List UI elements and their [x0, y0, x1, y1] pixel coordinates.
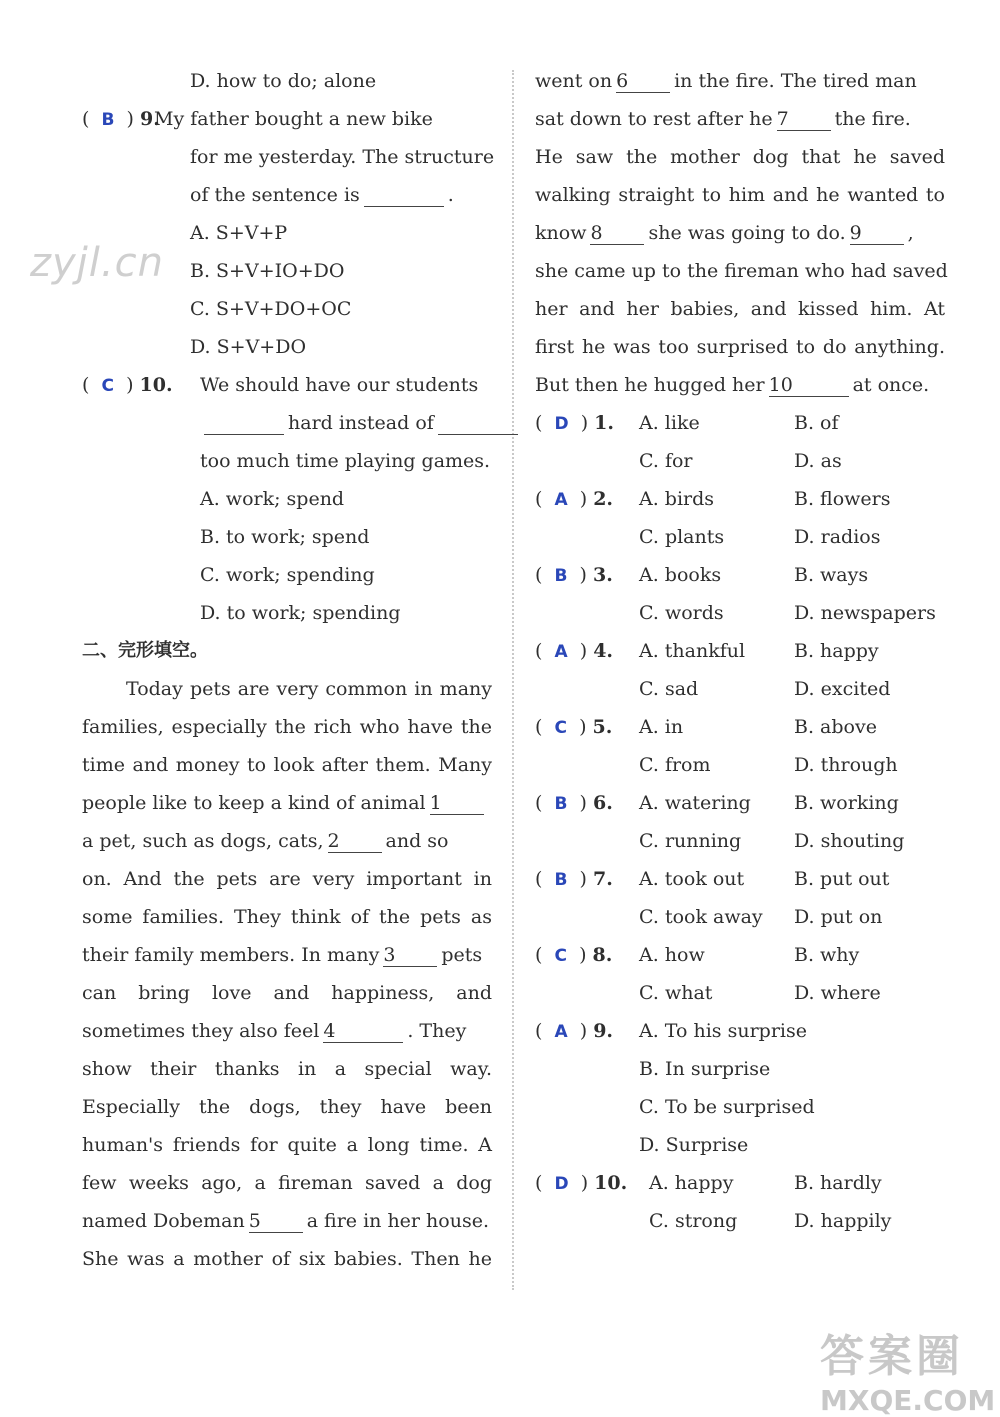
q7-option-a: A. took out	[639, 868, 745, 890]
blank-5: 5	[249, 1210, 303, 1233]
passage-tail-10: . They	[407, 1020, 467, 1042]
q8-number: 8.	[592, 944, 613, 966]
rpassage-text-1b: in the fire. The tired man	[674, 70, 917, 92]
q10-blank-1	[204, 412, 284, 435]
q7-options	[639, 860, 944, 936]
q8-options	[639, 936, 944, 1012]
cloze-q10	[535, 1164, 945, 1240]
q6-option-c: C. running	[639, 830, 742, 852]
watermark-zyjl: zyjl.cn	[30, 240, 164, 286]
q8-option-d: D. how to do; alone	[190, 70, 377, 92]
blank-7: 7	[777, 108, 831, 131]
passage-line-11: show their thanks in a special way.	[82, 1058, 492, 1080]
q6-number: 6.	[593, 792, 613, 814]
q10-option-c: C. work; spending	[200, 564, 375, 586]
q10-answer-paren: ( C ) 10.	[82, 374, 173, 396]
q8-option-c: C. what	[639, 982, 713, 1004]
cloze-q3	[535, 556, 945, 632]
q5-option-d: D. through	[794, 754, 898, 776]
q5-lead: ( C ) 5.	[535, 716, 613, 738]
q9-option-a: A. S+V+P	[190, 222, 288, 244]
rpassage-line-5	[535, 214, 945, 252]
blank-4: 4	[323, 1020, 403, 1043]
q2-option-c: C. plants	[639, 526, 725, 548]
passage-line-16: She was a mother of six babies. Then he	[82, 1248, 492, 1270]
q9-text-pre: of the sentence is	[190, 184, 360, 206]
rq10-option-c: C. strong	[649, 1210, 738, 1232]
rpassage-text-2b: the fire.	[834, 108, 911, 130]
passage-line-2: families, especially the rich who have the	[82, 716, 492, 738]
rq9-number: 9.	[593, 1020, 614, 1042]
section-title-cloze: 二、完形填空。	[82, 640, 208, 661]
rpassage-line-2	[535, 100, 945, 138]
blank-1: 1	[430, 792, 484, 815]
rq9-answer: A	[554, 1022, 568, 1042]
q3-number: 3.	[593, 564, 613, 586]
q2-options	[639, 480, 944, 556]
rpassage-text-5a: know	[535, 222, 587, 244]
q9-text: My father bought a new bike	[154, 108, 433, 130]
rq9-option-a: A. To his surprise	[639, 1020, 807, 1042]
blank-3: 3	[383, 944, 437, 967]
passage-line-4	[82, 784, 492, 822]
rpassage-text-9b: at once.	[852, 374, 930, 396]
q5-option-b: B. above	[794, 716, 877, 738]
q9-option-b: B. S+V+IO+DO	[190, 260, 345, 282]
rq9-lead: ( A ) 9.	[535, 1020, 614, 1042]
passage-text-5: a pet, such as dogs, cats,	[82, 830, 324, 852]
q9-option-d: D. S+V+DO	[190, 336, 307, 358]
watermark-mxqe-en: MXQE.COM	[820, 1384, 996, 1417]
watermark-mxqe-cn: 答案圈	[820, 1331, 964, 1382]
q8-answer: C	[554, 946, 567, 966]
cloze-q7	[535, 860, 945, 936]
rpassage-line-8: first he was too surprised to do anything.	[535, 336, 945, 358]
passage-line-10	[82, 1012, 492, 1050]
q8-option-b: B. why	[794, 944, 860, 966]
rpassage-line-7: her and her babies, and kissed him. At	[535, 298, 945, 320]
q8-option-d: D. where	[794, 982, 881, 1004]
q10-stem-line3: too much time playing games.	[200, 450, 491, 472]
passage-line-1: Today pets are very common in many	[126, 678, 492, 700]
rpassage-line-9	[535, 366, 945, 404]
passage-line-6: on. And the pets are very important in	[82, 868, 492, 890]
passage-tail-15: a fire in her house.	[306, 1210, 489, 1232]
q10-answer: C	[101, 376, 114, 396]
rq10-answer: D	[554, 1174, 569, 1194]
rpassage-line-1	[535, 62, 945, 100]
rq9-options	[639, 1012, 815, 1164]
passage-text-15: named Dobeman	[82, 1210, 245, 1232]
q7-lead: ( B ) 7.	[535, 868, 613, 890]
left-column	[82, 62, 495, 1278]
q9-answer: B	[101, 110, 115, 130]
q6-option-d: D. shouting	[794, 830, 905, 852]
q6-options	[639, 784, 944, 860]
blank-8: 8	[590, 222, 644, 245]
q8-option-a: A. how	[639, 944, 705, 966]
blank-2: 2	[328, 830, 382, 853]
rq9-option-c: C. To be surprised	[639, 1096, 815, 1118]
cloze-q9	[535, 1012, 945, 1164]
q9-stem-line3	[82, 176, 492, 214]
passage-text-10: sometimes they also feel	[82, 1020, 320, 1042]
q4-lead: ( A ) 4.	[535, 640, 614, 662]
passage-line-9: can bring love and happiness, and	[82, 982, 492, 1004]
q7-option-d: D. put on	[794, 906, 883, 928]
right-column	[535, 62, 948, 1240]
blank-10: 10	[769, 374, 849, 397]
q3-lead: ( B ) 3.	[535, 564, 613, 586]
q5-option-c: C. from	[639, 754, 711, 776]
q9-number: 9.	[140, 108, 160, 130]
q7-answer: B	[554, 870, 568, 890]
passage-line-14: few weeks ago, a fireman saved a dog	[82, 1172, 492, 1194]
q1-answer: D	[554, 414, 569, 434]
q10-text-mid: hard instead of	[288, 412, 434, 434]
q6-option-b: B. working	[794, 792, 899, 814]
rq10-option-b: B. hardly	[794, 1172, 882, 1194]
q1-lead: ( D ) 1.	[535, 412, 614, 434]
rq9-option-b: B. In surprise	[639, 1058, 771, 1080]
q3-option-b: B. ways	[794, 564, 869, 586]
q5-option-a: A. in	[639, 716, 684, 738]
q1-option-c: C. for	[639, 450, 693, 472]
q9-answer-paren: ( B ) 9.	[82, 108, 160, 130]
passage-line-5	[82, 822, 492, 860]
q10-stem-line2	[82, 404, 492, 442]
q2-lead: ( A ) 2.	[535, 488, 614, 510]
q4-option-d: D. excited	[794, 678, 891, 700]
rpassage-text-1a: went on	[535, 70, 613, 92]
q10-stem-line1	[82, 366, 492, 404]
passage-line-7: some families. They think of the pets as	[82, 906, 492, 928]
rpassage-text-5c: ,	[907, 222, 914, 244]
passage-line-13: human's friends for quite a long time. A	[82, 1134, 492, 1156]
rpassage-line-4: walking straight to him and he wanted to	[535, 184, 945, 206]
q9-text-post: .	[447, 184, 454, 206]
blank-6: 6	[616, 70, 670, 93]
q5-answer: C	[554, 718, 567, 738]
cloze-q8	[535, 936, 945, 1012]
q1-option-d: D. as	[794, 450, 842, 472]
cloze-q4	[535, 632, 945, 708]
q9-option-c: C. S+V+DO+OC	[190, 298, 352, 320]
passage-line-3: time and money to look after them. Many	[82, 754, 492, 776]
rq10-option-d: D. happily	[794, 1210, 892, 1232]
q10-blank-2	[438, 412, 518, 435]
q1-option-a: A. like	[639, 412, 700, 434]
rq10-options	[649, 1164, 944, 1240]
q3-options	[639, 556, 944, 632]
cloze-q1	[535, 404, 945, 480]
passage-line-12: Especially the dogs, they have been	[82, 1096, 492, 1118]
q9-stem-line2: for me yesterday. The structure	[190, 146, 495, 168]
q3-option-d: D. newspapers	[794, 602, 936, 624]
q10-option-b: B. to work; spend	[200, 526, 370, 548]
rq10-lead: ( D ) 10.	[535, 1172, 628, 1194]
cloze-q5	[535, 708, 945, 784]
q7-option-c: C. took away	[639, 906, 763, 928]
passage-tail-8: pets	[441, 944, 483, 966]
q10-number: 10.	[139, 374, 173, 396]
q1-number: 1.	[594, 412, 614, 434]
q3-answer: B	[554, 566, 568, 586]
blank-9: 9	[850, 222, 904, 245]
q9-stem-line1	[82, 100, 492, 138]
q2-option-d: D. radios	[794, 526, 881, 548]
q1-options	[639, 404, 944, 480]
q4-option-a: A. thankful	[639, 640, 746, 662]
q6-option-a: A. watering	[639, 792, 751, 814]
passage-line-15	[82, 1202, 492, 1240]
q9-blank	[364, 184, 444, 207]
q6-lead: ( B ) 6.	[535, 792, 613, 814]
watermark-mxqe	[820, 1320, 996, 1417]
q10-option-d: D. to work; spending	[200, 602, 401, 624]
q2-number: 2.	[593, 488, 614, 510]
q5-number: 5.	[592, 716, 613, 738]
q4-option-c: C. sad	[639, 678, 699, 700]
q4-option-b: B. happy	[794, 640, 879, 662]
q3-option-c: C. words	[639, 602, 724, 624]
q3-option-a: A. books	[639, 564, 722, 586]
rpassage-text-9a: But then he hugged her	[535, 374, 765, 396]
passage-text-4: people like to keep a kind of animal	[82, 792, 426, 814]
cloze-passage-right	[535, 62, 948, 404]
column-divider	[512, 70, 514, 1290]
rq9-option-d: D. Surprise	[639, 1134, 749, 1156]
rpassage-line-6: she came up to the fireman who had saved	[535, 260, 948, 282]
q7-option-b: B. put out	[794, 868, 890, 890]
q1-option-b: B. of	[794, 412, 839, 434]
q10-text: We should have our students	[200, 374, 479, 396]
passage-text-8: their family members. In many	[82, 944, 380, 966]
q5-options	[639, 708, 944, 784]
q6-answer: B	[554, 794, 568, 814]
passage-line-8	[82, 936, 492, 974]
cloze-passage-left	[82, 670, 492, 1278]
cloze-q2	[535, 480, 945, 556]
passage-tail-5: and so	[385, 830, 449, 852]
q2-option-a: A. birds	[639, 488, 715, 510]
rq10-option-a: A. happy	[649, 1172, 734, 1194]
q7-number: 7.	[593, 868, 613, 890]
rpassage-text-5b: she was going to do.	[648, 222, 846, 244]
rpassage-text-2a: sat down to rest after he	[535, 108, 773, 130]
rpassage-line-3: He saw the mother dog that he saved	[535, 146, 945, 168]
q4-answer: A	[554, 642, 568, 662]
q2-option-b: B. flowers	[794, 488, 891, 510]
rq10-number: 10.	[594, 1172, 628, 1194]
q8-lead: ( C ) 8.	[535, 944, 613, 966]
cloze-q6	[535, 784, 945, 860]
q2-answer: A	[554, 490, 568, 510]
q10-option-a: A. work; spend	[200, 488, 345, 510]
q4-options	[639, 632, 944, 708]
q4-number: 4.	[593, 640, 614, 662]
